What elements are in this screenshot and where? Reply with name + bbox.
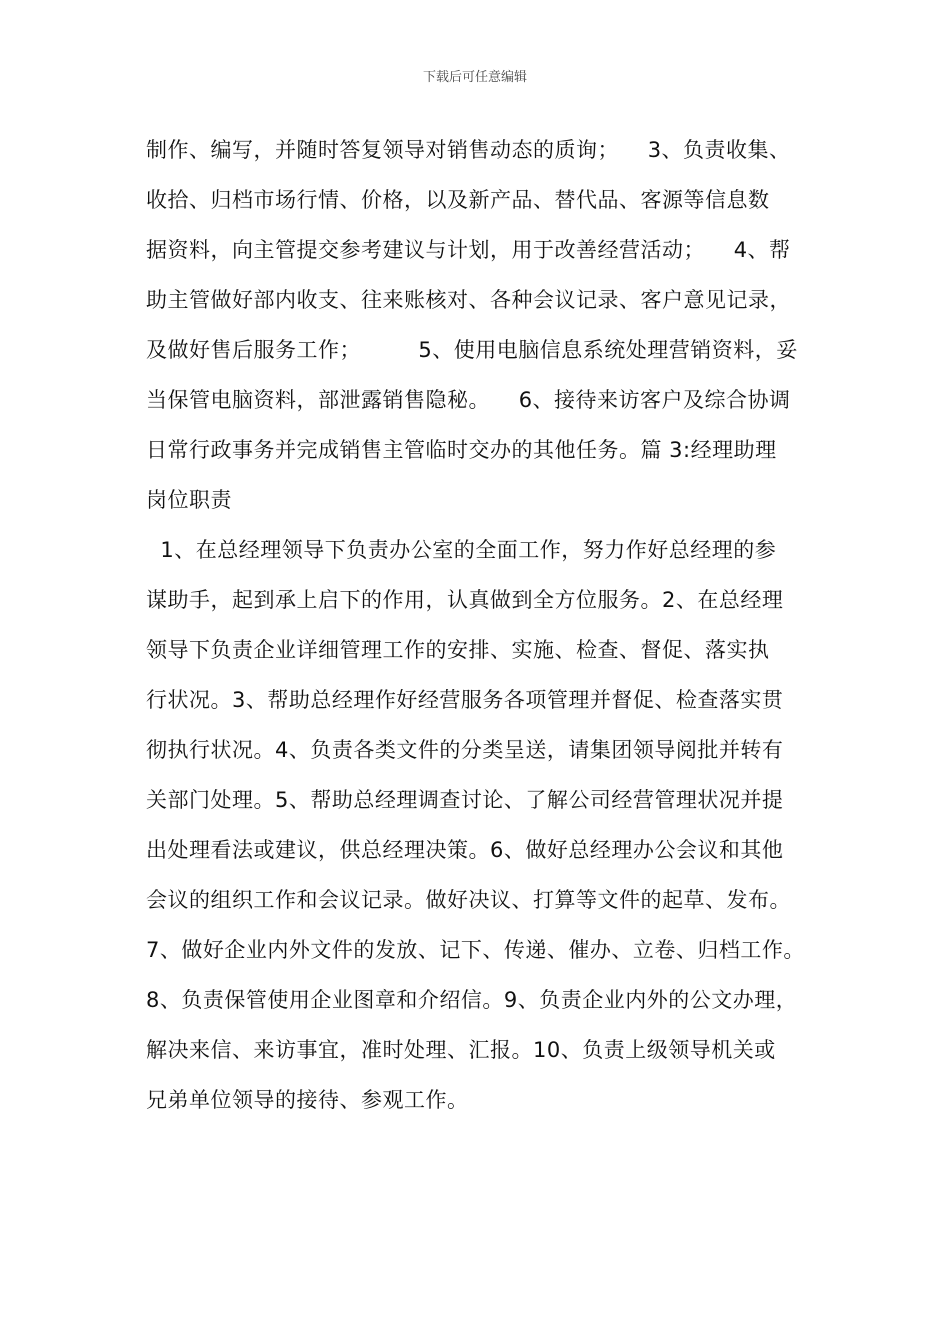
body-line: 领导下负责企业详细管理工作的安排、实施、检查、督促、落实执 [146,638,770,662]
body-line: 8、负责保管使用企业图章和介绍信。9、负责企业内外的公文办理， [146,988,798,1012]
body-line: 助主管做好部内收支、往来账核对、各种会议记录、客户意见记录， [146,288,791,312]
page-header: 下载后可任意编辑 [422,70,527,85]
body-line: 彻执行状况。4、负责各类文件的分类呈送，请集团领导阅批并转有 [146,738,784,762]
body-line: 兄弟单位领导的接待、参观工作。 [146,1088,469,1112]
body-line: 据资料，向主管提交参考建议与计划，用于改善经营活动； 4、帮 [146,238,791,262]
body-line: 关部门处理。5、帮助总经理调查讨论、了解公司经营管理状况并提 [146,788,784,812]
body-line: 1、在总经理领导下负责办公室的全面工作，努力作好总经理的参 [146,538,777,562]
body-line: 出处理看法或建议，供总经理决策。6、做好总经理办公会议和其他 [146,838,784,862]
body-line: 及做好售后服务工作； 5、使用电脑信息系统处理营销资料，妥 [146,338,798,362]
body-line: 会议的组织工作和会议记录。做好决议、打算等文件的起草、发布。 [146,888,791,912]
body-line: 7、做好企业内外文件的发放、记下、传递、催办、立卷、归档工作。 [146,938,805,962]
body-line: 行状况。3、帮助总经理作好经营服务各项管理并督促、检查落实贯 [146,688,784,712]
body-line: 日常行政事务并完成销售主管临时交办的其他任务。篇 3:经理助理 [146,438,777,462]
body-line: 制作、编写，并随时答复领导对销售动态的质询； 3、负责收集、 [146,138,791,162]
body-line: 当保管电脑资料，部泄露销售隐秘。 6、接待来访客户及综合协调 [146,388,791,412]
body-line: 谋助手，起到承上启下的作用，认真做到全方位服务。2、在总经理 [146,588,784,612]
body-line: 收拾、归档市场行情、价格，以及新产品、替代品、客源等信息数 [146,188,770,212]
body-line: 解决来信、来访事宜，准时处理、汇报。10、负责上级领导机关或 [146,1038,776,1062]
section-heading: 岗位职责 [146,488,232,512]
